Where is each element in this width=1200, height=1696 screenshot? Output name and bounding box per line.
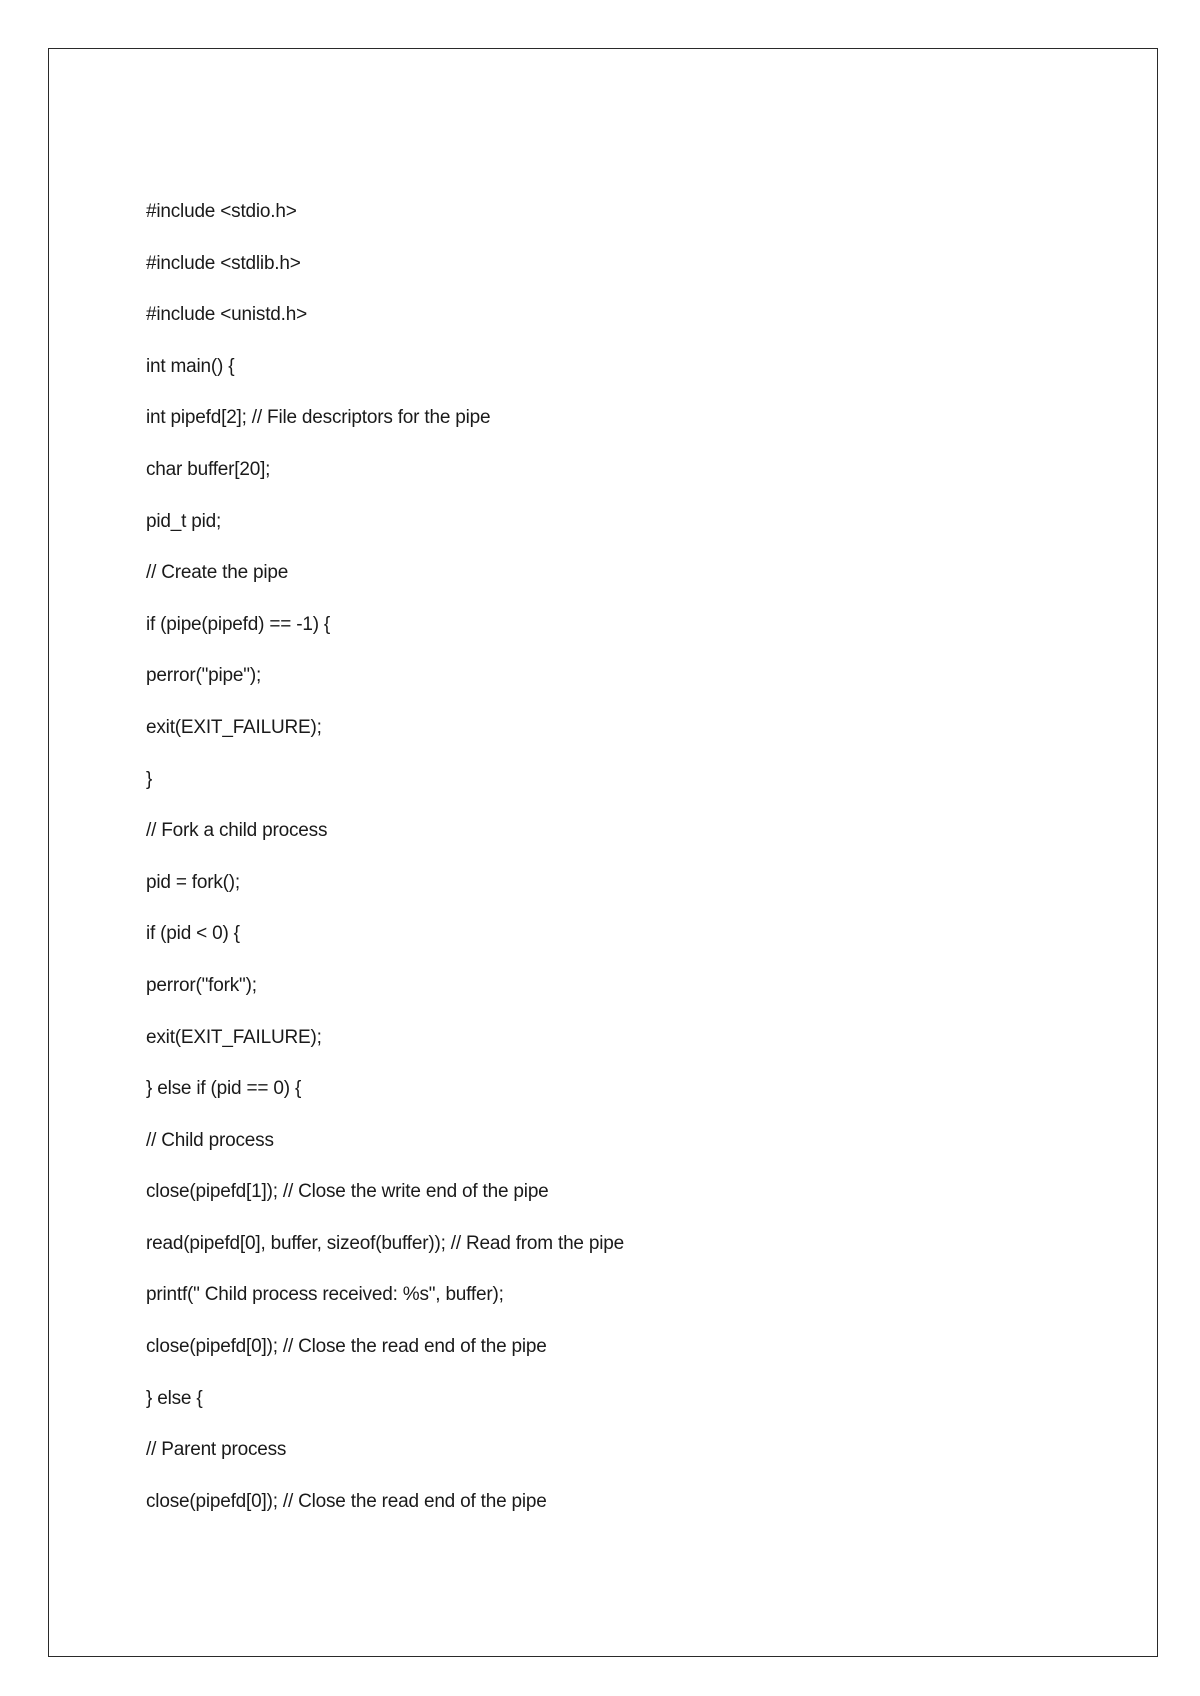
code-line: } else { (146, 1387, 203, 1409)
code-line: // Parent process (146, 1439, 287, 1461)
code-line: close(pipefd[0]); // Close the read end of the pipe (146, 1336, 547, 1358)
code-line: // Create the pipe (146, 562, 289, 584)
code-line: if (pipe(pipefd) == -1) { (146, 613, 331, 635)
code-line: perror("fork"); (146, 974, 257, 996)
code-line: // Child process (146, 1129, 274, 1151)
code-line: // Fork a child process (146, 820, 328, 842)
code-line: #include <stdio.h> (146, 201, 297, 222)
code-line: int main() { (146, 355, 235, 377)
code-line: #include <unistd.h> (146, 304, 307, 326)
code-line: if (pid < 0) { (146, 923, 240, 945)
code-line: perror("pipe"); (146, 665, 262, 687)
code-line: int pipefd[2]; // File descriptors for the pipe (146, 407, 491, 429)
code-line: exit(EXIT_FAILURE); (146, 1026, 322, 1048)
code-listing (146, 198, 624, 1539)
code-line: close(pipefd[0]); // Close the read end of the pipe (146, 1490, 547, 1512)
code-line: } else if (pid == 0) { (146, 1078, 302, 1100)
code-line: close(pipefd[1]); // Close the write end of the pipe (146, 1181, 549, 1203)
code-line: pid_t pid; (146, 510, 222, 532)
code-line: char buffer[20]; (146, 458, 271, 480)
code-line: exit(EXIT_FAILURE); (146, 716, 322, 738)
code-line: } (146, 768, 153, 790)
code-line: pid = fork(); (146, 871, 241, 893)
code-line: printf(" Child process received: %s", buffer); (146, 1284, 504, 1306)
code-line: read(pipefd[0], buffer, sizeof(buffer)); // Read from the pipe (146, 1232, 625, 1254)
code-line: #include <stdlib.h> (146, 252, 301, 274)
